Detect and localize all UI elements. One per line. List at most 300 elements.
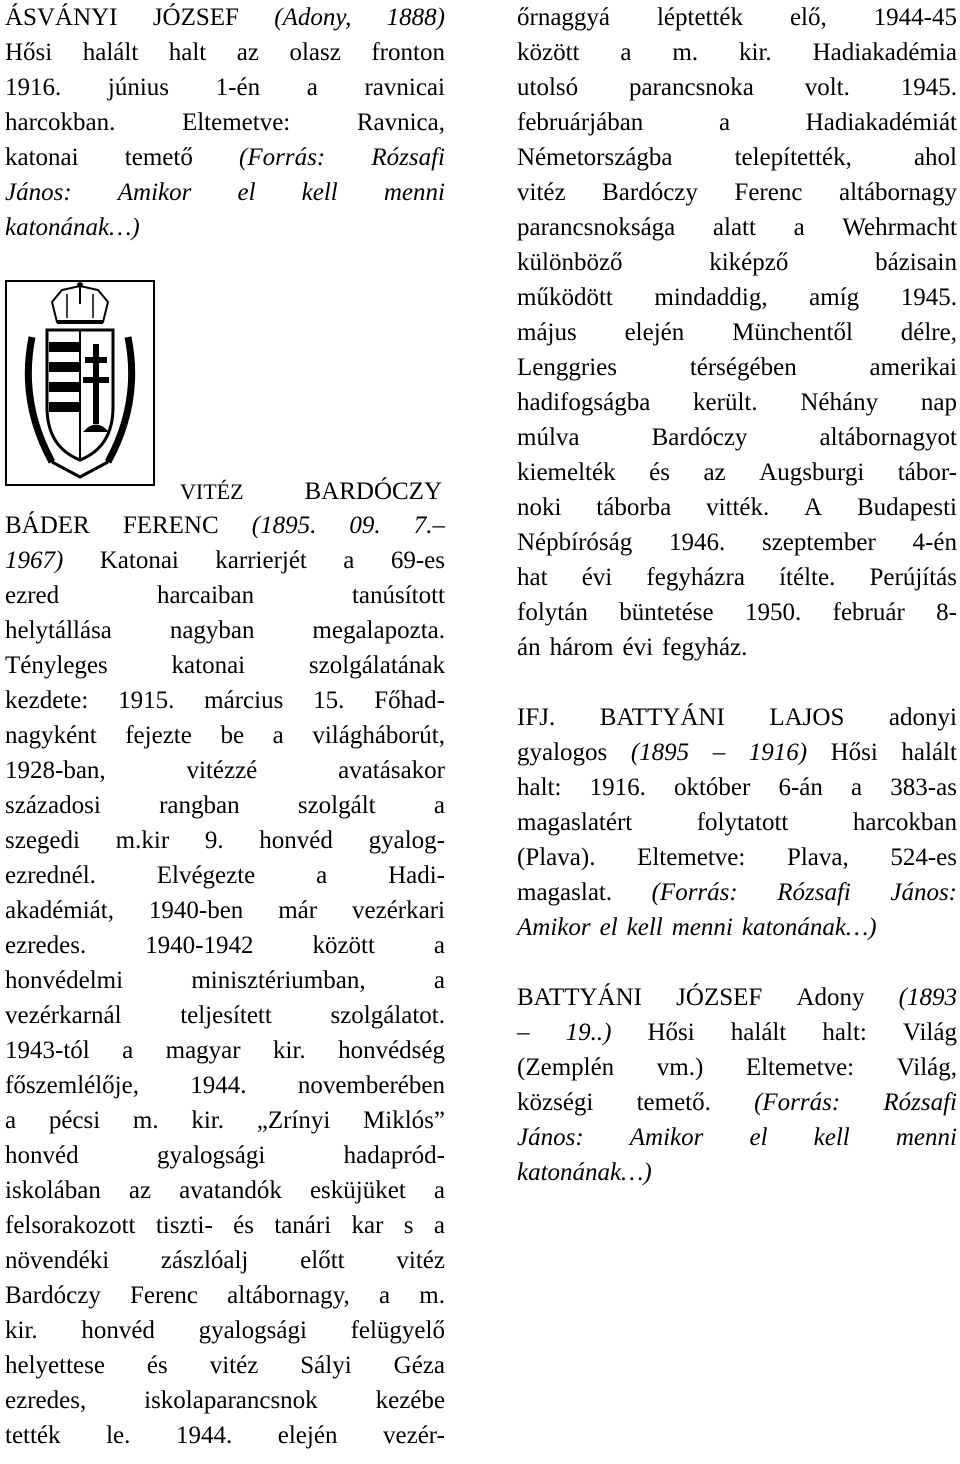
word: (1895 [630, 739, 690, 766]
word: június [107, 74, 170, 101]
text-line [5, 963, 445, 998]
word: 1940-1942 [145, 932, 254, 959]
word: május [517, 319, 577, 346]
word: Hadiakadémia [812, 39, 957, 66]
word: október [673, 774, 751, 801]
word: századosi [5, 792, 101, 819]
word: Tényleges [5, 652, 108, 679]
word: Géza [393, 1352, 445, 1379]
word: vitéz [209, 1352, 259, 1379]
word: ezred [5, 582, 60, 609]
word: harcokban. [5, 109, 116, 136]
word: Eltemetve: [745, 1054, 855, 1081]
word: a [272, 722, 284, 749]
word: kezdete: [5, 687, 89, 714]
word: halált [901, 739, 957, 766]
word: novemberében [297, 1072, 445, 1099]
word: pécsi [48, 1107, 101, 1134]
word: Bardóczy [602, 179, 698, 206]
word: a [433, 1212, 445, 1239]
word: léptették [656, 4, 744, 31]
word: hadifogságba [517, 389, 651, 416]
text-line [5, 1173, 445, 1208]
entry-battyani-jozsef [517, 980, 957, 1190]
word: János: [517, 1124, 584, 1151]
word: kir. [273, 1037, 306, 1064]
word: Rózsafi [883, 1089, 957, 1116]
word: Wehrmacht [842, 214, 957, 241]
word: 4-én [912, 529, 957, 556]
word: (1893 [898, 984, 957, 1011]
word: Bardóczy [5, 1282, 101, 1309]
word: 09. [349, 512, 381, 539]
text-line [517, 525, 957, 560]
text-line [5, 613, 445, 648]
word: Elvégezte [156, 862, 256, 889]
text-line [517, 840, 957, 875]
entry-bardoczy [5, 508, 445, 1453]
word: Sályi [300, 1352, 352, 1379]
word: János: [890, 879, 957, 906]
word: szolgálatának [308, 652, 445, 679]
word: ahol [913, 144, 957, 171]
word: menni [383, 179, 445, 206]
word: nagyban [169, 617, 255, 644]
word: gyalogsági [156, 1142, 266, 1169]
word: között [312, 932, 375, 959]
word: felsorakozott [5, 1212, 136, 1239]
word: m.kir [115, 827, 170, 854]
text-line [517, 420, 957, 455]
word: (1895. [251, 512, 317, 539]
text-line [517, 805, 957, 840]
word: múlva [517, 424, 580, 451]
word: Budapesti [856, 494, 957, 521]
word: a [718, 109, 731, 136]
word: főszemlélője, [5, 1072, 139, 1099]
word: honvéd [81, 1317, 155, 1344]
word: magyar [165, 1037, 241, 1064]
word: Ferenc [129, 1282, 198, 1309]
word: iskolaparancsnok [144, 1387, 318, 1414]
text-line [5, 1103, 445, 1138]
word: JÓZSEF [676, 984, 763, 1011]
word: Plava, [786, 844, 849, 871]
word: avatandók [179, 1177, 282, 1204]
word: m. [132, 1107, 159, 1134]
word: kell [626, 914, 663, 941]
word: akadémiát, [5, 897, 114, 924]
word: tették [5, 1422, 61, 1449]
text-line [5, 1033, 445, 1068]
word: február [832, 599, 905, 626]
word: m. [419, 1282, 445, 1309]
word: helyettese [5, 1352, 105, 1379]
word: 6-án [778, 774, 823, 801]
word: a [378, 1282, 391, 1309]
text-line [5, 648, 445, 683]
text-line [517, 175, 957, 210]
word: s [403, 1212, 414, 1239]
word: mindaddig, [654, 284, 768, 311]
text-line [5, 175, 445, 210]
word: 1945. [900, 74, 957, 101]
word: vezérkarnál [5, 1002, 122, 1029]
word: Világ [902, 1019, 957, 1046]
word: 1940-ben [148, 897, 244, 924]
word: ezrednél. [5, 862, 96, 889]
word: 1915. [118, 687, 175, 714]
word: Perújítás [869, 564, 957, 591]
word: amíg [809, 284, 860, 311]
word: katonának…) [517, 1159, 652, 1186]
word: vitték. [706, 494, 770, 521]
text-line [5, 1068, 445, 1103]
word: (Forrás: [754, 1089, 841, 1116]
text-line [517, 280, 957, 315]
word: községi [517, 1089, 594, 1116]
word: 1916. [589, 774, 646, 801]
entry-bardoczy-continued [517, 0, 957, 665]
word: Hadi- [388, 862, 445, 889]
word: menni [671, 914, 733, 941]
word: Bardóczy [651, 424, 748, 451]
text-line [5, 823, 445, 858]
word: Münchentől [732, 319, 853, 346]
text-line [517, 595, 957, 630]
text-line [517, 770, 957, 805]
word: és [146, 1352, 168, 1379]
text-line [517, 210, 957, 245]
word: a [306, 74, 318, 101]
word: térségében [689, 354, 797, 381]
word: BATTYÁNI [599, 704, 725, 731]
word: helytállása [5, 617, 112, 644]
word: szeptember [761, 529, 876, 556]
text-line [5, 928, 445, 963]
word: teljesített [180, 1002, 272, 1029]
text-line [5, 105, 445, 140]
word: 1946. [668, 529, 726, 556]
heading-bardoczy: BARDÓCZY [304, 478, 442, 505]
word: halt: [517, 774, 562, 801]
word: János: [5, 179, 72, 206]
word: 1944-45 [873, 4, 957, 31]
word: vitéz [396, 1247, 445, 1274]
word: Rózsafi [371, 144, 445, 171]
text-line [5, 1208, 445, 1243]
word: március [204, 687, 284, 714]
word: IFJ. [517, 704, 556, 731]
word: Hősi [647, 1019, 695, 1046]
word: ezredes. [5, 932, 87, 959]
text-line [517, 455, 957, 490]
word: kell [813, 1124, 850, 1151]
right-column [517, 0, 957, 1190]
word: A [804, 494, 823, 521]
word: tábor- [897, 459, 957, 486]
word: a [316, 862, 328, 889]
word: olasz [289, 39, 341, 66]
word: rangban [159, 792, 240, 819]
left-column [5, 0, 445, 245]
word: (Forrás: [239, 144, 326, 171]
word: katonának…) [5, 214, 140, 241]
word: utolsó [517, 74, 579, 101]
word: vm.) [656, 1054, 704, 1081]
word: 15. [313, 687, 345, 714]
word: 7.– [413, 512, 445, 539]
coat-of-arms-image [5, 280, 155, 486]
word: katonai [5, 144, 79, 171]
text-line [517, 0, 957, 35]
word: magaslat. [517, 879, 613, 906]
word: Hadiakadémiát [805, 109, 957, 136]
text-line [517, 735, 957, 770]
text-line [5, 893, 445, 928]
word: különböző [517, 249, 623, 276]
word: Amikor [117, 179, 192, 206]
word: elején [277, 1422, 338, 1449]
word: Hősi [5, 39, 53, 66]
word: és [233, 1212, 254, 1239]
word: JÓZSEF [152, 4, 239, 31]
word: vitézzé [186, 757, 258, 784]
word: katonának…) [741, 914, 877, 941]
word: Hősi [830, 739, 878, 766]
word: az [128, 1177, 152, 1204]
text-line [5, 35, 445, 70]
word: folytatott [696, 809, 789, 836]
word: Miklós” [363, 1107, 445, 1134]
word: Rózsafi [777, 879, 851, 906]
word: Ferenc [734, 179, 803, 206]
word: temető. [636, 1089, 711, 1116]
text-line [517, 980, 957, 1015]
word: Lenggries [517, 354, 617, 381]
text-line [5, 753, 445, 788]
word: (Adony, [274, 4, 352, 31]
word: magaslatért [517, 809, 633, 836]
word: 69-es [390, 547, 445, 574]
text-line [517, 1085, 957, 1120]
word: előtt [300, 1247, 345, 1274]
word: elő, [789, 4, 827, 31]
word: honvédelmi [5, 967, 124, 994]
word: – [517, 1019, 530, 1046]
word: 1967) [5, 547, 64, 574]
text-line [5, 683, 445, 718]
word: a [433, 792, 445, 819]
word: adonyi [888, 704, 957, 731]
word: kiképző [709, 249, 789, 276]
word: el [749, 1124, 768, 1151]
word: „Zrínyi [256, 1107, 331, 1134]
text-line [517, 105, 957, 140]
text-line [517, 560, 957, 595]
word: altábornagy [838, 179, 957, 206]
word: minisztériumban, [191, 967, 366, 994]
word: 9. [204, 827, 224, 854]
text-line [5, 578, 445, 613]
text-line [5, 210, 445, 245]
word: büntetése [619, 599, 714, 626]
text-line [517, 1120, 957, 1155]
text-line [517, 910, 957, 945]
word: fegyház. [662, 634, 748, 661]
word: (Forrás: [651, 879, 738, 906]
word: 1944. [190, 1072, 247, 1099]
word: halt [168, 39, 207, 66]
word: (Plava). [517, 844, 596, 871]
word: Augsburgi [759, 459, 865, 486]
word: Amikor [629, 1124, 704, 1151]
word: FERENC [122, 512, 219, 539]
word: zászlóalj [160, 1247, 249, 1274]
word: 8- [936, 599, 957, 626]
entry-battyani-lajos [517, 700, 957, 945]
word: folytán [517, 599, 588, 626]
word: az [703, 459, 726, 486]
word: gyalogsági [198, 1317, 307, 1344]
word: Németországba [517, 144, 673, 171]
word: gyalog- [368, 827, 445, 854]
word: 1-én [215, 74, 261, 101]
word: telepítették, [734, 144, 852, 171]
text-line [517, 385, 957, 420]
word: évi [622, 634, 654, 661]
word: tanári [274, 1212, 332, 1239]
text-line [5, 70, 445, 105]
word: 1888) [386, 4, 445, 31]
word: elején [624, 319, 685, 346]
word: délre, [900, 319, 957, 346]
word: Népbíróság [517, 529, 633, 556]
text-line [5, 998, 445, 1033]
word: halt: [822, 1019, 867, 1046]
word: volt. [804, 74, 850, 101]
word: 1950. [745, 599, 802, 626]
word: tiszti- [155, 1212, 213, 1239]
word: 1916) [748, 739, 808, 766]
word: esküjüket [309, 1177, 406, 1204]
word: honvéd [259, 827, 333, 854]
word: vezérkari [352, 897, 445, 924]
word: vitéz [517, 179, 566, 206]
word: kar [351, 1212, 384, 1239]
word: bázisain [875, 249, 957, 276]
text-line [5, 1313, 445, 1348]
word: nap [920, 389, 957, 416]
entry-asvanyi [5, 0, 445, 245]
text-line [5, 1243, 445, 1278]
word: a [343, 547, 355, 574]
text-line [5, 508, 445, 543]
word: altábornagy, [227, 1282, 350, 1309]
word: évi [581, 564, 613, 591]
heading-vitez: VITÉZ [180, 479, 244, 504]
text-line [5, 1278, 445, 1313]
word: avatásakor [338, 757, 445, 784]
text-line [517, 140, 957, 175]
word: táborba [596, 494, 672, 521]
left-column-body [5, 508, 445, 1453]
word: vezér- [383, 1422, 445, 1449]
text-line [5, 788, 445, 823]
word: a [620, 39, 632, 66]
word: katonai [171, 652, 246, 679]
text-line [517, 875, 957, 910]
text-line [517, 1015, 957, 1050]
word: kell [301, 179, 338, 206]
text-line [5, 718, 445, 753]
word: a [122, 1037, 134, 1064]
text-line [5, 1383, 445, 1418]
text-line [5, 140, 445, 175]
word: ÁSVÁNYI [5, 4, 118, 31]
word: Világ, [896, 1054, 957, 1081]
word: ezredes, [5, 1387, 87, 1414]
word: 383-as [890, 774, 957, 801]
text-line [5, 858, 445, 893]
word: a [793, 214, 805, 241]
word: fegyházra [646, 564, 745, 591]
word: Eltemetve: [181, 109, 291, 136]
word: világháborút, [312, 722, 445, 749]
word: kiemelték [517, 459, 616, 486]
word: 1944. [175, 1422, 233, 1449]
word: 19..) [565, 1019, 612, 1046]
word: a [433, 967, 445, 994]
word: hat [517, 564, 548, 591]
word: gyalogos [517, 739, 608, 766]
word: fejezte [125, 722, 192, 749]
text-line [5, 1418, 445, 1453]
word: Amikor [517, 914, 591, 941]
word: a [433, 1177, 445, 1204]
word: Ravnica, [356, 109, 445, 136]
word: fronton [371, 39, 445, 66]
word: halált [82, 39, 139, 66]
word: (Zemplén [517, 1054, 615, 1081]
word: a [5, 1107, 17, 1134]
text-line [5, 543, 445, 578]
word: iskolában [5, 1177, 101, 1204]
word: szolgálatot. [330, 1002, 445, 1029]
word: el [237, 179, 256, 206]
word: parancsnoka [628, 74, 754, 101]
word: került. [693, 389, 758, 416]
word: három [549, 634, 614, 661]
text-line [517, 35, 957, 70]
word: temető [124, 144, 193, 171]
word: Eltemetve: [637, 844, 746, 871]
word: tanúsított [351, 582, 445, 609]
word: – [712, 739, 726, 766]
word: nagyként [5, 722, 97, 749]
word: hadapród- [343, 1142, 445, 1169]
word: halált [730, 1019, 787, 1046]
word: Néhány [800, 389, 879, 416]
text-line [517, 245, 957, 280]
word: növendéki [5, 1247, 110, 1274]
word: BATTYÁNI [517, 984, 642, 1011]
coat-of-arms-icon [7, 282, 153, 484]
word: felügyelő [350, 1317, 445, 1344]
word: a [433, 932, 445, 959]
word: kir. [5, 1317, 38, 1344]
word: honvédség [338, 1037, 445, 1064]
